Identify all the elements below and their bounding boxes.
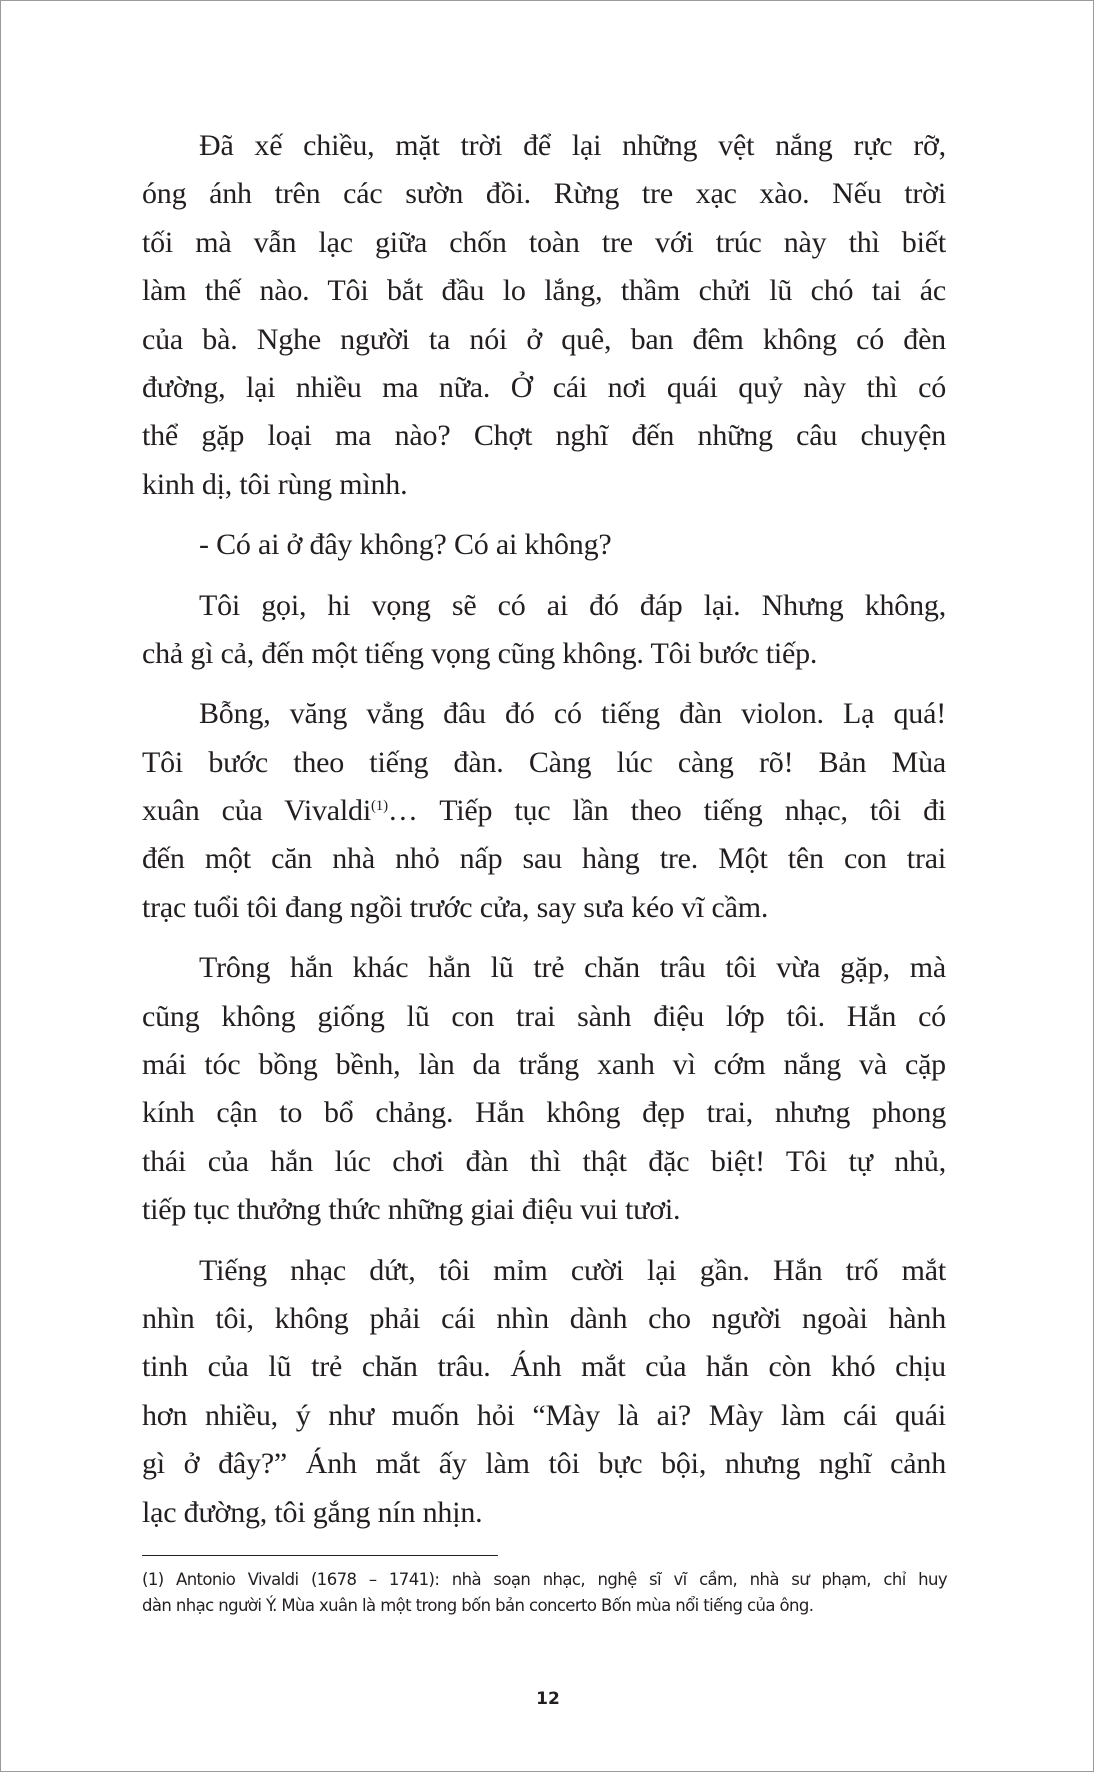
text-line: Tôi gọi, hi vọng sẽ có ai đó đáp lại. Nhưng không, — [199, 588, 946, 622]
paragraph — [142, 1247, 946, 1537]
text-line — [142, 787, 946, 835]
text-line: thái của hắn lúc chơi đàn thì thật đặc biệt! Tôi tự nhủ, — [142, 1144, 946, 1178]
text-line: Tôi bước theo tiếng đàn. Càng lúc càng rõ! Bản Mùa — [142, 745, 946, 779]
text-line: làm thế nào. Tôi bắt đầu lo lắng, thầm chửi lũ chó tai ác — [142, 274, 946, 308]
text-line: của bà. Nghe người ta nói ở quê, ban đêm không có đèn — [142, 322, 946, 356]
text-line: cũng không giống lũ con trai sành điệu lớp tôi. Hắn có — [142, 999, 946, 1033]
footnote-reference[interactable]: (1) — [370, 798, 388, 815]
text-line: - Có ai ở đây không? Có ai không? — [199, 528, 612, 562]
text-segment: … Tiếp tục lần theo tiếng nhạc, tôi đi — [387, 794, 946, 828]
text-line: tối mà vẫn lạc giữa chốn toàn tre với trúc này thì biết — [142, 225, 946, 259]
paragraph — [142, 582, 946, 679]
text-line: kính cận to bổ chảng. Hắn không đẹp trai, nhưng phong — [142, 1096, 946, 1130]
text-line: Trông hắn khác hẳn lũ trẻ chăn trâu tôi vừa gặp, mà — [199, 951, 946, 985]
text-line: Đã xế chiều, mặt trời để lại những vệt nắng rực rỡ, — [199, 129, 946, 162]
text-line: tinh của lũ trẻ chăn trâu. Ánh mắt của hắn còn khó chịu — [142, 1350, 946, 1384]
text-line: kinh dị, tôi rùng mình. — [142, 467, 408, 501]
text-segment: xuân của Vivaldi — [142, 794, 371, 828]
text-line: thể gặp loại ma nào? Chợt nghĩ đến những câu chuyện — [142, 419, 946, 453]
footnote-line: dàn nhạc người Ý. Mùa xuân là một trong bốn bản concerto Bốn mùa nổi tiếng của ông. — [142, 1596, 814, 1615]
text-line: hơn nhiều, ý như muốn hỏi “Mày là ai? Mày làm cái quái — [142, 1398, 946, 1432]
text-line: gì ở đây?” Ánh mắt ấy làm tôi bực bội, nhưng nghĩ cảnh — [142, 1447, 946, 1481]
page-number: 12 — [536, 1689, 560, 1709]
text-line: mái tóc bồng bềnh, làn da trắng xanh vì cớm nắng và cặp — [142, 1048, 946, 1082]
text-line: Tiếng nhạc dứt, tôi mỉm cười lại gần. Hắn trố mắt — [199, 1253, 946, 1287]
paragraph — [142, 944, 946, 1234]
text-line: Bỗng, văng vẳng đâu đó có tiếng đàn violon. Lạ quá! — [199, 697, 946, 731]
footnote — [142, 1567, 947, 1619]
footnote-line: (1) Antonio Vivaldi (1678 – 1741): nhà soạn nhạc, nghệ sĩ vĩ cầm, nhà sư phạm, chỉ huy — [142, 1570, 947, 1589]
body-text — [142, 122, 946, 1549]
paragraph — [142, 690, 946, 932]
paragraph — [142, 521, 946, 569]
text-line: nhìn tôi, không phải cái nhìn dành cho người ngoài hành — [142, 1301, 946, 1335]
text-line: chả gì cả, đến một tiếng vọng cũng không. Tôi bước tiếp. — [142, 636, 818, 670]
text-line: óng ánh trên các sườn đồi. Rừng tre xạc xào. Nếu trời — [142, 177, 946, 211]
footnote-divider — [142, 1555, 498, 1556]
text-line: đến một căn nhà nhỏ nấp sau hàng tre. Một tên con trai — [142, 842, 946, 876]
text-line: trạc tuổi tôi đang ngồi trước cửa, say sưa kéo vĩ cầm. — [142, 890, 769, 924]
text-line: lạc đường, tôi gắng nín nhịn. — [142, 1495, 483, 1529]
text-line: tiếp tục thưởng thức những giai điệu vui tươi. — [142, 1193, 681, 1227]
paragraph — [142, 122, 946, 509]
text-line: đường, lại nhiều ma nữa. Ở cái nơi quái quỷ này thì có — [142, 370, 946, 404]
